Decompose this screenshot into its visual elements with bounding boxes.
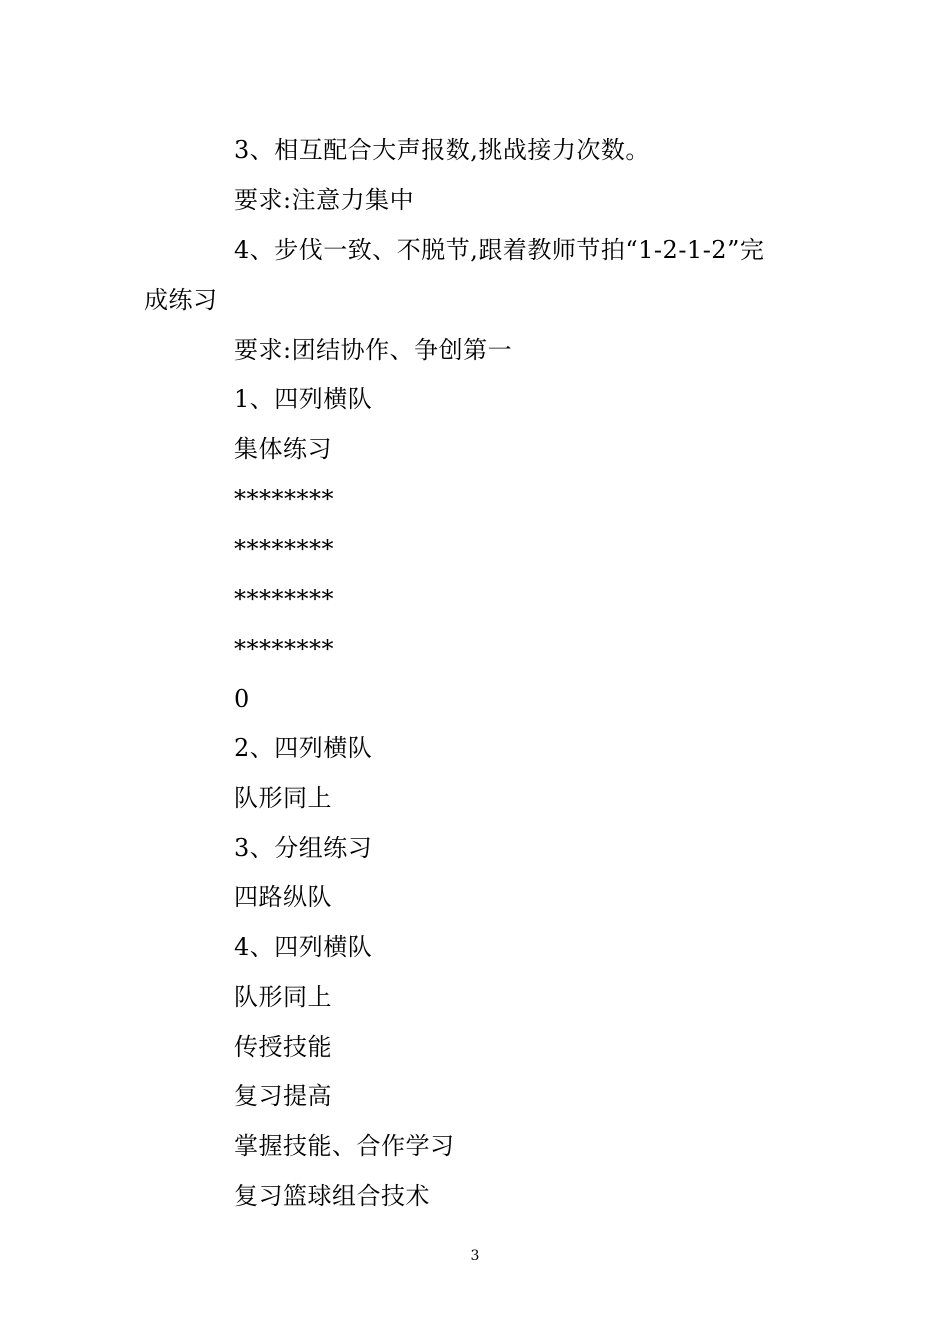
formation-row: ******** <box>234 585 334 613</box>
text-line: 复习篮球组合技术 <box>234 1182 430 1210</box>
text-line: 队形同上 <box>234 983 332 1011</box>
text-line: 集体练习 <box>234 435 332 463</box>
text-line: 掌握技能、合作学习 <box>234 1132 455 1160</box>
formation-row: ******** <box>234 635 334 663</box>
teacher-marker: 0 <box>234 685 250 713</box>
formation-row: ******** <box>234 485 334 513</box>
text-line: 复习提高 <box>234 1082 332 1110</box>
text-line: 要求:注意力集中 <box>234 186 415 214</box>
formation-row: ******** <box>234 535 334 563</box>
text-line: 要求:团结协作、争创第一 <box>234 336 513 364</box>
text-line: 4、步伐一致、不脱节,跟着教师节拍“1-2-1-2”完 <box>234 236 765 264</box>
text-line: 3、分组练习 <box>234 834 373 862</box>
text-line: 队形同上 <box>234 784 332 812</box>
text-line: 四路纵队 <box>234 883 332 911</box>
text-line: 1、四列横队 <box>234 385 373 413</box>
page-number: 3 <box>470 1248 480 1264</box>
text-line: 成练习 <box>144 286 218 314</box>
text-line: 2、四列横队 <box>234 734 373 762</box>
text-line: 4、四列横队 <box>234 933 373 961</box>
text-line: 传授技能 <box>234 1033 332 1061</box>
text-line: 3、相互配合大声报数,挑战接力次数。 <box>234 136 650 164</box>
